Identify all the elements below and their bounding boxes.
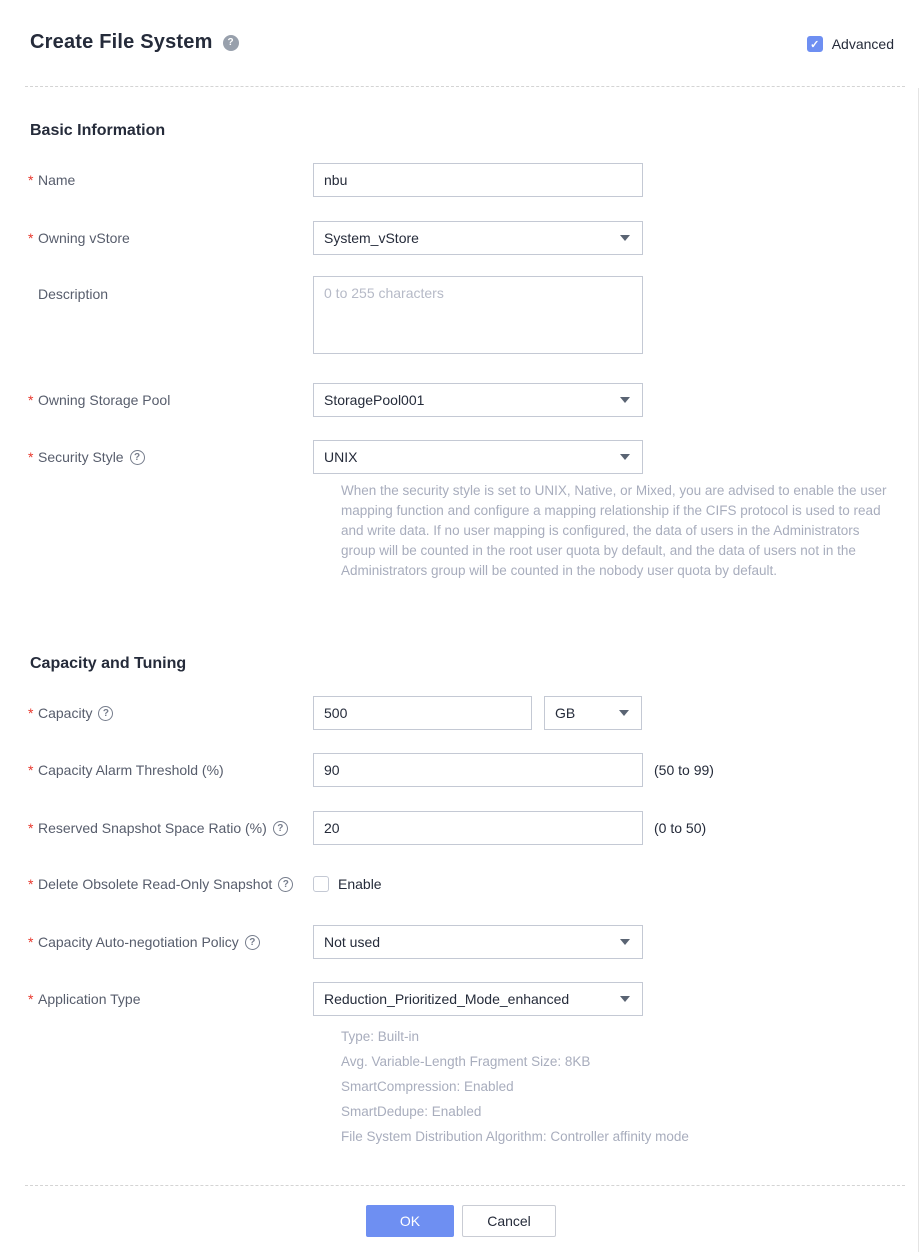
reserved-snapshot-ratio-input[interactable] — [313, 811, 643, 845]
capacity-alarm-threshold-input[interactable] — [313, 753, 643, 787]
required-marker: * — [28, 991, 34, 1007]
title-help-icon[interactable] — [223, 35, 239, 51]
capacity-auto-negotiation-value: Not used — [324, 934, 381, 950]
delete-obsolete-snapshot-help-icon[interactable]: ? — [278, 877, 293, 892]
application-type-row — [0, 982, 922, 1016]
question-mark-glyph: ? — [227, 37, 234, 48]
reserved-snapshot-ratio-label: * Reserved Snapshot Space Ratio (%) ? — [0, 820, 313, 836]
chevron-down-icon — [620, 397, 630, 403]
required-marker: * — [28, 820, 34, 836]
section-title-capacity: Capacity and Tuning — [30, 655, 187, 672]
delete-obsolete-snapshot-row — [0, 868, 922, 900]
application-type-value: Reduction_Prioritized_Mode_enhanced — [324, 991, 570, 1007]
capacity-row — [0, 696, 922, 730]
enable-checkbox-label: Enable — [338, 876, 382, 892]
application-type-details — [341, 1024, 901, 1149]
chevron-down-icon — [620, 454, 630, 460]
cancel-button[interactable]: Cancel — [462, 1205, 556, 1237]
capacity-auto-negotiation-help-icon[interactable]: ? — [245, 935, 260, 950]
owning-vstore-label: * Owning vStore — [28, 230, 130, 246]
name-label: * Name — [28, 172, 76, 188]
detail-type: Type: Built-in — [341, 1029, 420, 1044]
delete-obsolete-snapshot-label: * Delete Obsolete Read-Only Snapshot ? — [0, 876, 313, 892]
capacity-auto-negotiation-select[interactable] — [313, 925, 643, 959]
reserved-snapshot-ratio-row — [0, 811, 922, 845]
capacity-auto-negotiation-label: * Capacity Auto-negotiation Policy ? — [0, 934, 313, 950]
security-style-note: When the security style is set to UNIX, Native, or Mixed, you are advised to enable the user mapping function and configure a mapping relationship if the CIFS protocol is used to read and write data. If no user mapping is configured, the data of users in the Administrators group will be counted in the root user quota by default, and the data of users not in the Administrators group will be counted in the nobody user quota by default. — [341, 483, 887, 578]
capacity-alarm-threshold-row — [0, 753, 922, 787]
ok-button[interactable]: OK — [366, 1205, 454, 1237]
footer-actions — [0, 1205, 922, 1237]
detail-smartdedupe: SmartDedupe: Enabled — [341, 1104, 482, 1119]
application-type-select[interactable] — [313, 982, 643, 1016]
security-style-value: UNIX — [324, 449, 358, 465]
chevron-down-icon — [620, 235, 630, 241]
capacity-auto-negotiation-row — [0, 925, 922, 959]
reserved-snapshot-ratio-help-icon[interactable]: ? — [273, 821, 288, 836]
owning-vstore-value: System_vStore — [324, 230, 419, 246]
enable-checkbox[interactable] — [313, 876, 329, 892]
required-marker: * — [28, 449, 34, 465]
chevron-down-icon — [620, 939, 630, 945]
description-row — [0, 276, 922, 354]
owning-vstore-select[interactable] — [313, 221, 643, 255]
footer-divider — [25, 1185, 905, 1186]
security-style-select[interactable] — [313, 440, 643, 474]
owning-storage-pool-select[interactable] — [313, 383, 643, 417]
capacity-alarm-threshold-range: (50 to 99) — [654, 762, 714, 778]
description-label: Description — [38, 286, 109, 302]
checkbox-checked-icon[interactable] — [807, 36, 823, 52]
advanced-checkbox[interactable] — [807, 36, 894, 52]
reserved-snapshot-ratio-range: (0 to 50) — [654, 820, 707, 836]
right-edge-border — [918, 88, 919, 1252]
capacity-unit-value: GB — [555, 705, 576, 721]
required-marker: * — [28, 392, 34, 408]
detail-distribution-algorithm: File System Distribution Algorithm: Controller affinity mode — [341, 1129, 689, 1144]
capacity-input[interactable] — [313, 696, 532, 730]
owning-storage-pool-value: StoragePool001 — [324, 392, 425, 408]
name-row — [0, 163, 922, 197]
capacity-label: * Capacity ? — [0, 705, 313, 721]
chevron-down-icon — [620, 996, 630, 1002]
section-title-basic: Basic Information — [30, 122, 166, 139]
owning-storage-pool-label: * Owning Storage Pool — [28, 392, 171, 408]
page-title: Create File System — [30, 31, 213, 53]
chevron-down-icon — [619, 710, 629, 716]
required-marker: * — [28, 705, 34, 721]
owning-vstore-row — [0, 221, 922, 255]
required-marker: * — [28, 876, 34, 892]
owning-storage-pool-row — [0, 383, 922, 417]
check-glyph: ✓ — [810, 38, 820, 51]
advanced-label: Advanced — [831, 36, 894, 52]
security-style-label: * Security Style ? — [0, 449, 313, 465]
required-marker: * — [28, 172, 34, 188]
required-marker: * — [28, 934, 34, 950]
security-style-help-icon[interactable]: ? — [130, 450, 145, 465]
capacity-alarm-threshold-label: * Capacity Alarm Threshold (%) — [28, 762, 224, 778]
required-marker: * — [28, 762, 34, 778]
security-style-row — [0, 440, 922, 474]
required-marker: * — [28, 230, 34, 246]
capacity-help-icon[interactable]: ? — [98, 706, 113, 721]
detail-fragment-size: Avg. Variable-Length Fragment Size: 8KB — [341, 1054, 591, 1069]
detail-smartcompression: SmartCompression: Enabled — [341, 1079, 514, 1094]
name-input[interactable] — [313, 163, 643, 197]
capacity-unit-select[interactable] — [544, 696, 642, 730]
application-type-label: * Application Type — [28, 991, 141, 1007]
description-textarea[interactable] — [313, 276, 643, 354]
header-divider — [25, 86, 905, 87]
